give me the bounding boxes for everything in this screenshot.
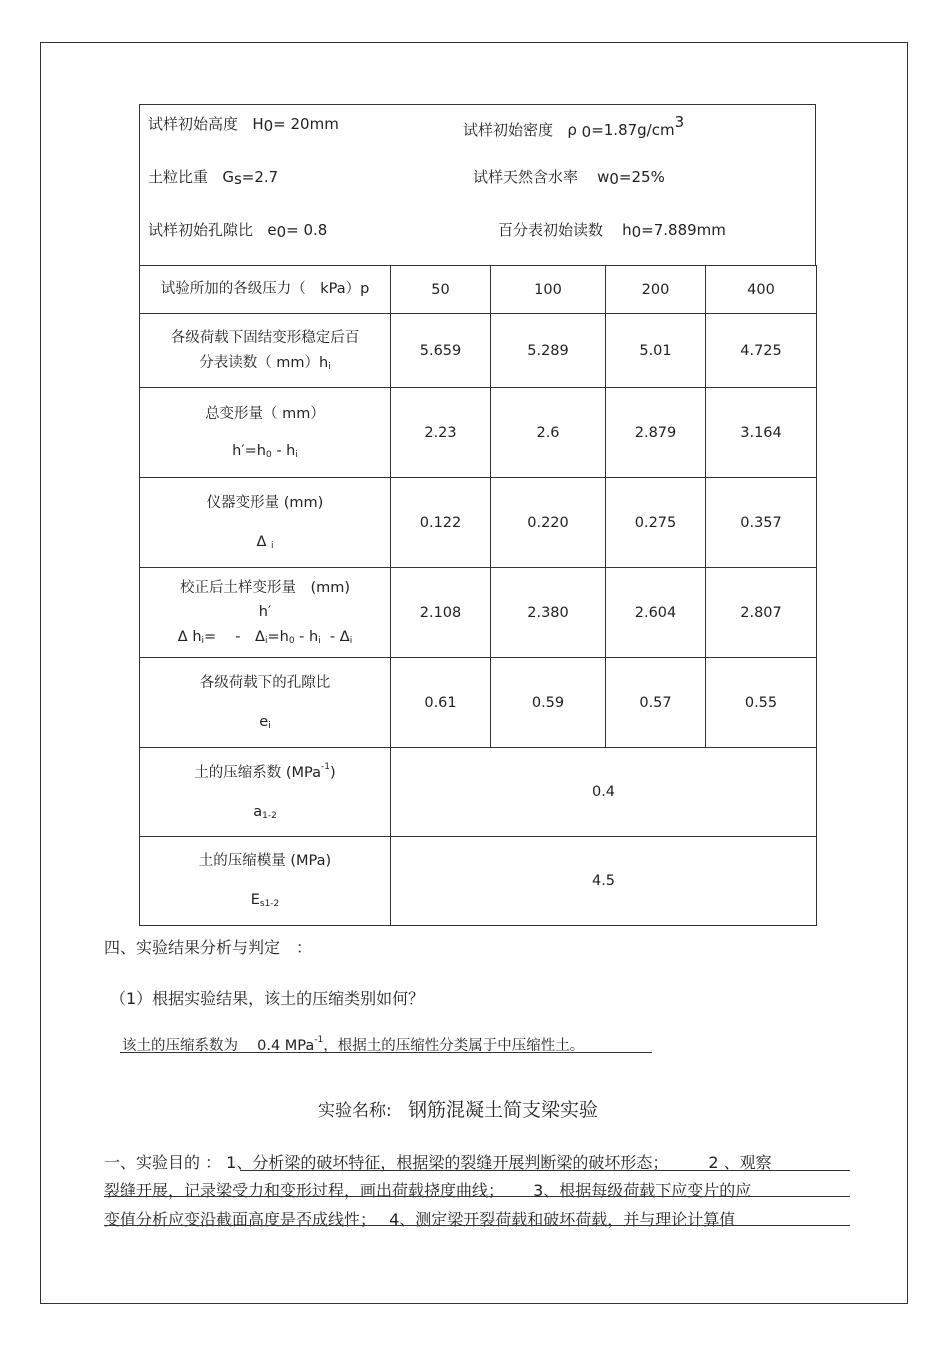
corrected-deformation-label: 校正后土样变形量 (mm) h′ Δ $h_i=$ - $\Delta_i=h_0 - h_i - \Delta_i$ <box>140 568 391 658</box>
table-cell: 5.659 <box>391 314 491 388</box>
initial-height: 试样初始高度 H0= 20mm <box>148 115 339 135</box>
specific-gravity: 土粒比重 Gs=2.7 <box>148 168 279 188</box>
natural-moisture: 试样天然含水率 w0=25% <box>473 168 665 188</box>
table-cell: 0.275 <box>606 478 706 568</box>
table-row <box>140 658 817 748</box>
analysis-question: （1）根据实验结果，该土的压缩类别如何？ <box>110 989 425 1008</box>
table-cell: 2.23 <box>391 388 491 478</box>
dial-initial-reading: 百分表初始读数 h0=7.889mm <box>498 221 726 241</box>
compression-coefficient-value: 0.4 <box>391 748 817 837</box>
void-ratio-label: 各级荷载下的孔隙比 $e_i$ <box>140 658 391 748</box>
table-cell: 0.122 <box>391 478 491 568</box>
table-cell: 0.61 <box>391 658 491 748</box>
table-cell: 4.725 <box>706 314 817 388</box>
table-cell: 5.01 <box>606 314 706 388</box>
table-row <box>140 837 817 926</box>
purpose-underline-3 <box>104 1225 850 1226</box>
initial-void-ratio: 试样初始孔隙比 e0= 0.8 <box>148 221 328 241</box>
instrument-deformation-label: 仪器变形量 (mm) Δ $_i$ <box>140 478 391 568</box>
table-cell: 5.289 <box>491 314 606 388</box>
table-row <box>140 314 817 388</box>
initial-density: 试样初始密度 ρ 0=1.87g/cm3 <box>463 113 685 141</box>
compression-modulus-label: 土的压缩模量 (MPa) $E_{s1-2}$ <box>140 837 391 926</box>
purpose-underline-2 <box>104 1196 850 1197</box>
table-row <box>140 748 817 837</box>
table-cell: 200 <box>606 266 706 314</box>
table-cell: 0.357 <box>706 478 817 568</box>
table-cell: 2.604 <box>606 568 706 658</box>
pressure-label: 试验所加的各级压力（ kPa）p <box>140 266 391 314</box>
table-cell: 0.220 <box>491 478 606 568</box>
analysis-answer: 该土的压缩系数为 0.4 MPa$^{-1}$，根据土的压缩性分类属于中压缩性土。 <box>122 1035 585 1054</box>
table-row <box>140 388 817 478</box>
section-heading: 四、实验结果分析与判定 ： <box>104 938 313 957</box>
table-row <box>140 478 817 568</box>
purpose-line-1: 一、实验目的 ： 1、分析梁的破坏特征，根据梁的裂缝开展判断梁的破坏形态； 2 、观察 <box>104 1153 772 1172</box>
table-cell: 0.59 <box>491 658 606 748</box>
table-cell: 2.807 <box>706 568 817 658</box>
purpose-underline-1 <box>240 1170 850 1171</box>
experiment-title: 实验名称: 钢筋混凝土简支梁实验 <box>318 1099 598 1121</box>
total-deformation-label: 总变形量（ mm） $h'=h_0 - h_i$ <box>140 388 391 478</box>
table-cell: 50 <box>391 266 491 314</box>
consolidation-table <box>139 265 817 926</box>
table-row <box>140 266 817 314</box>
compression-coefficient-label: 土的压缩系数 (MPa$^{-1}$) $a_{1-2}$ <box>140 748 391 837</box>
table-cell: 0.55 <box>706 658 817 748</box>
sample-info-block <box>139 104 816 265</box>
table-cell: 400 <box>706 266 817 314</box>
answer-underline <box>120 1052 652 1053</box>
table-cell: 2.879 <box>606 388 706 478</box>
table-cell: 2.380 <box>491 568 606 658</box>
purpose-line-2: 裂缝开展，记录梁受力和变形过程，画出荷载挠度曲线； 3、根据每级荷载下应变片的应 <box>104 1181 752 1200</box>
table-cell: 3.164 <box>706 388 817 478</box>
table-cell: 2.6 <box>491 388 606 478</box>
dial-reading-label: 各级荷载下固结变形稳定后百 分表读数（ $mm)h_i$ <box>140 314 391 388</box>
table-row <box>140 568 817 658</box>
purpose-line-3: 变值分析应变沿截面高度是否成线性； 4、测定梁开裂荷载和破坏荷载，并与理论计算值 <box>104 1210 736 1229</box>
table-cell: 0.57 <box>606 658 706 748</box>
table-cell: 2.108 <box>391 568 491 658</box>
table-cell: 100 <box>491 266 606 314</box>
compression-modulus-value: 4.5 <box>391 837 817 926</box>
